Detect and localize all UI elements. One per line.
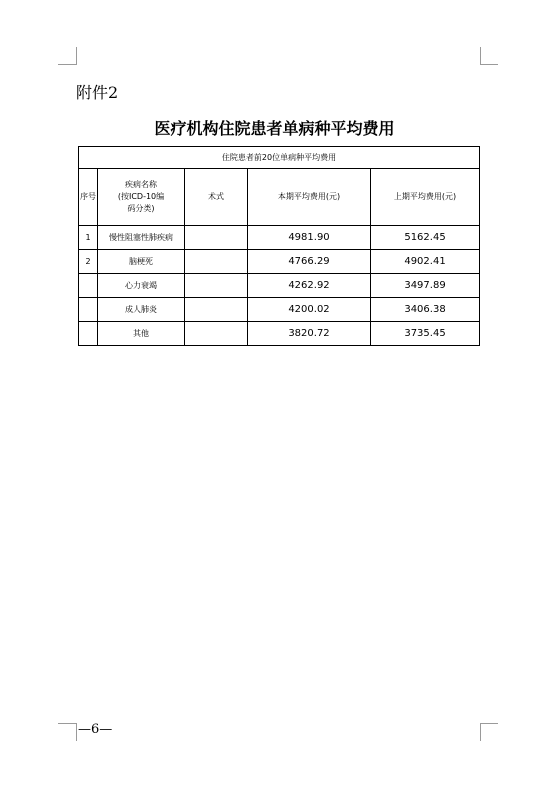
row-current-cost: 4766.29 <box>248 250 371 274</box>
crop-mark-bottom-right-vertical <box>480 723 481 741</box>
row-current-cost: 4981.90 <box>248 226 371 250</box>
table-row <box>79 274 480 298</box>
row-previous-cost: 3406.38 <box>371 298 480 322</box>
row-current-cost: 4262.92 <box>248 274 371 298</box>
row-disease: 慢性阻塞性肺疾病 <box>98 226 185 250</box>
disease-header-line-2: (按ICD-10编 <box>117 192 165 201</box>
column-header-index: 序号 <box>79 169 98 226</box>
crop-mark-top-left-horizontal <box>58 64 76 65</box>
row-current-cost: 4200.02 <box>248 298 371 322</box>
row-previous-cost: 3497.89 <box>371 274 480 298</box>
table-banner: 住院患者前20位单病种平均费用 <box>79 147 480 169</box>
row-index <box>79 298 98 322</box>
row-disease: 其他 <box>98 322 185 346</box>
disease-header-line-1: 疾病名称 <box>125 180 157 189</box>
row-index: 2 <box>79 250 98 274</box>
crop-mark-top-right-horizontal <box>480 64 498 65</box>
row-previous-cost: 4902.41 <box>371 250 480 274</box>
row-index: 1 <box>79 226 98 250</box>
row-disease: 成人肺炎 <box>98 298 185 322</box>
table-row <box>79 250 480 274</box>
row-procedure <box>185 250 248 274</box>
row-previous-cost: 5162.45 <box>371 226 480 250</box>
row-index <box>79 322 98 346</box>
disease-header-line-3: 码分类) <box>127 204 155 213</box>
column-header-current-cost: 本期平均费用(元) <box>248 169 371 226</box>
column-header-procedure: 术式 <box>185 169 248 226</box>
crop-mark-bottom-right-horizontal <box>480 723 498 724</box>
row-procedure <box>185 322 248 346</box>
row-current-cost: 3820.72 <box>248 322 371 346</box>
average-cost-table <box>78 146 480 346</box>
row-index <box>79 274 98 298</box>
row-previous-cost: 3735.45 <box>371 322 480 346</box>
column-header-previous-cost: 上期平均费用(元) <box>371 169 480 226</box>
crop-mark-top-right-vertical <box>480 47 481 65</box>
row-disease: 脑梗死 <box>98 250 185 274</box>
table-row <box>79 298 480 322</box>
table-header-row <box>79 169 480 226</box>
crop-mark-top-left-vertical <box>76 47 77 65</box>
table-row <box>79 226 480 250</box>
row-procedure <box>185 226 248 250</box>
document-title: 医疗机构住院患者单病种平均费用 <box>154 119 395 138</box>
row-procedure <box>185 274 248 298</box>
crop-mark-bottom-left-vertical <box>76 723 77 741</box>
row-disease: 心力衰竭 <box>98 274 185 298</box>
attachment-label: 附件2 <box>76 83 119 102</box>
table-banner-row <box>79 147 480 169</box>
page-number: —6— <box>78 722 113 737</box>
crop-mark-bottom-left-horizontal <box>58 723 76 724</box>
column-header-disease-name <box>98 169 185 226</box>
row-procedure <box>185 298 248 322</box>
table-row <box>79 322 480 346</box>
